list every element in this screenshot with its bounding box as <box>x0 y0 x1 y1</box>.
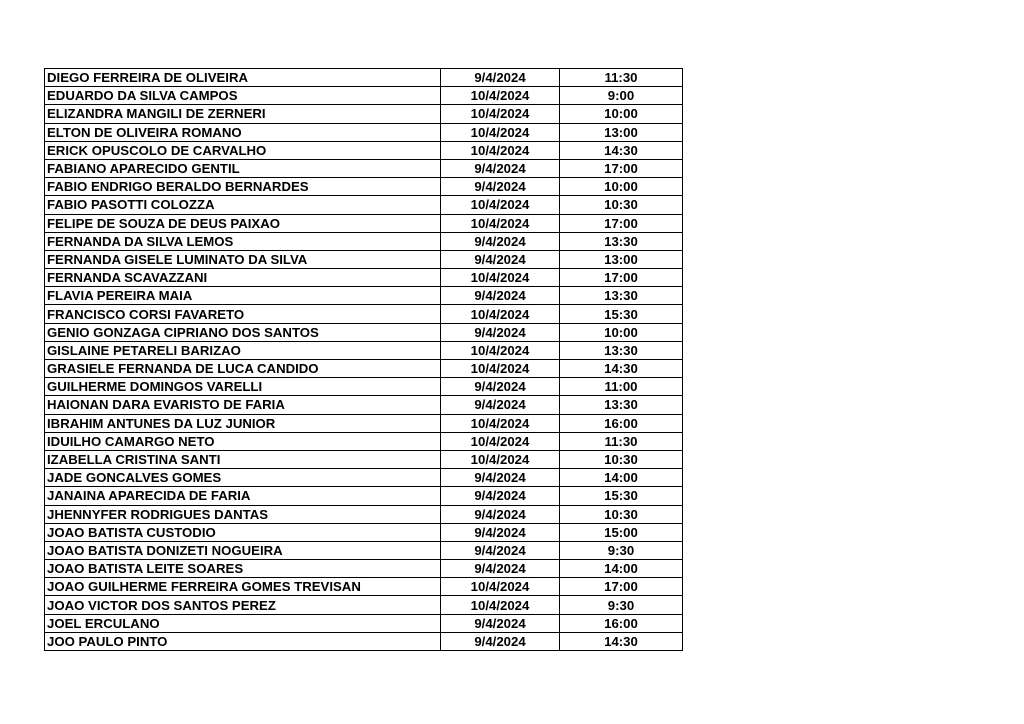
name-cell: DIEGO FERREIRA DE OLIVEIRA <box>45 69 441 87</box>
time-cell: 11:30 <box>560 69 683 87</box>
name-cell: HAIONAN DARA EVARISTO DE FARIA <box>45 396 441 414</box>
name-cell: JOAO BATISTA DONIZETI NOGUEIRA <box>45 541 441 559</box>
table-row <box>45 69 683 87</box>
time-cell: 13:30 <box>560 396 683 414</box>
date-cell: 9/4/2024 <box>441 69 560 87</box>
name-cell: FELIPE DE SOUZA DE DEUS PAIXAO <box>45 214 441 232</box>
date-cell: 9/4/2024 <box>441 178 560 196</box>
name-cell: IDUILHO CAMARGO NETO <box>45 432 441 450</box>
time-cell: 14:30 <box>560 360 683 378</box>
name-cell: JOAO BATISTA LEITE SOARES <box>45 560 441 578</box>
time-cell: 13:30 <box>560 232 683 250</box>
date-cell: 10/4/2024 <box>441 196 560 214</box>
time-cell: 15:00 <box>560 523 683 541</box>
name-cell: FABIO ENDRIGO BERALDO BERNARDES <box>45 178 441 196</box>
date-cell: 9/4/2024 <box>441 614 560 632</box>
time-cell: 17:00 <box>560 578 683 596</box>
name-cell: GENIO GONZAGA CIPRIANO DOS SANTOS <box>45 323 441 341</box>
time-cell: 16:00 <box>560 414 683 432</box>
date-cell: 9/4/2024 <box>441 523 560 541</box>
time-cell: 17:00 <box>560 159 683 177</box>
table-row <box>45 632 683 650</box>
table-row <box>45 196 683 214</box>
name-cell: EDUARDO DA SILVA CAMPOS <box>45 87 441 105</box>
table-row <box>45 214 683 232</box>
time-cell: 17:00 <box>560 214 683 232</box>
time-cell: 14:30 <box>560 141 683 159</box>
name-cell: JOAO BATISTA CUSTODIO <box>45 523 441 541</box>
date-cell: 10/4/2024 <box>441 305 560 323</box>
date-cell: 9/4/2024 <box>441 541 560 559</box>
date-cell: 10/4/2024 <box>441 105 560 123</box>
name-cell: FLAVIA PEREIRA MAIA <box>45 287 441 305</box>
name-cell: IBRAHIM ANTUNES DA LUZ JUNIOR <box>45 414 441 432</box>
table-row <box>45 523 683 541</box>
date-cell: 10/4/2024 <box>441 578 560 596</box>
table-row <box>45 123 683 141</box>
time-cell: 17:00 <box>560 269 683 287</box>
table-row <box>45 450 683 468</box>
time-cell: 11:30 <box>560 432 683 450</box>
name-cell: FRANCISCO CORSI FAVARETO <box>45 305 441 323</box>
time-cell: 15:30 <box>560 487 683 505</box>
time-cell: 10:00 <box>560 323 683 341</box>
schedule-table-body <box>45 69 683 651</box>
date-cell: 10/4/2024 <box>441 269 560 287</box>
name-cell: FERNANDA DA SILVA LEMOS <box>45 232 441 250</box>
time-cell: 9:30 <box>560 541 683 559</box>
time-cell: 10:30 <box>560 450 683 468</box>
table-row <box>45 505 683 523</box>
table-row <box>45 105 683 123</box>
name-cell: JADE GONCALVES GOMES <box>45 469 441 487</box>
table-row <box>45 614 683 632</box>
table-row <box>45 360 683 378</box>
name-cell: JOO PAULO PINTO <box>45 632 441 650</box>
date-cell: 9/4/2024 <box>441 487 560 505</box>
date-cell: 10/4/2024 <box>441 432 560 450</box>
name-cell: IZABELLA CRISTINA SANTI <box>45 450 441 468</box>
name-cell: GUILHERME DOMINGOS VARELLI <box>45 378 441 396</box>
table-row <box>45 560 683 578</box>
date-cell: 9/4/2024 <box>441 469 560 487</box>
date-cell: 10/4/2024 <box>441 596 560 614</box>
date-cell: 10/4/2024 <box>441 87 560 105</box>
date-cell: 9/4/2024 <box>441 378 560 396</box>
date-cell: 9/4/2024 <box>441 232 560 250</box>
name-cell: ERICK OPUSCOLO DE CARVALHO <box>45 141 441 159</box>
name-cell: JANAINA APARECIDA DE FARIA <box>45 487 441 505</box>
table-row <box>45 323 683 341</box>
date-cell: 10/4/2024 <box>441 141 560 159</box>
date-cell: 10/4/2024 <box>441 450 560 468</box>
name-cell: JHENNYFER RODRIGUES DANTAS <box>45 505 441 523</box>
table-row <box>45 287 683 305</box>
date-cell: 10/4/2024 <box>441 341 560 359</box>
date-cell: 9/4/2024 <box>441 560 560 578</box>
name-cell: FERNANDA GISELE LUMINATO DA SILVA <box>45 250 441 268</box>
table-row <box>45 487 683 505</box>
table-row <box>45 269 683 287</box>
schedule-table <box>44 68 683 651</box>
date-cell: 9/4/2024 <box>441 250 560 268</box>
date-cell: 10/4/2024 <box>441 360 560 378</box>
time-cell: 9:00 <box>560 87 683 105</box>
date-cell: 9/4/2024 <box>441 505 560 523</box>
time-cell: 9:30 <box>560 596 683 614</box>
name-cell: GRASIELE FERNANDA DE LUCA CANDIDO <box>45 360 441 378</box>
table-row <box>45 250 683 268</box>
time-cell: 13:30 <box>560 341 683 359</box>
table-row <box>45 396 683 414</box>
table-row <box>45 232 683 250</box>
date-cell: 9/4/2024 <box>441 287 560 305</box>
table-row <box>45 432 683 450</box>
time-cell: 13:30 <box>560 287 683 305</box>
schedule-sheet <box>44 68 683 651</box>
table-row <box>45 178 683 196</box>
name-cell: JOAO VICTOR DOS SANTOS PEREZ <box>45 596 441 614</box>
date-cell: 9/4/2024 <box>441 159 560 177</box>
time-cell: 16:00 <box>560 614 683 632</box>
name-cell: FERNANDA SCAVAZZANI <box>45 269 441 287</box>
table-row <box>45 159 683 177</box>
time-cell: 14:00 <box>560 560 683 578</box>
name-cell: JOEL ERCULANO <box>45 614 441 632</box>
name-cell: GISLAINE PETARELI BARIZAO <box>45 341 441 359</box>
time-cell: 10:00 <box>560 105 683 123</box>
name-cell: ELTON DE OLIVEIRA ROMANO <box>45 123 441 141</box>
time-cell: 14:30 <box>560 632 683 650</box>
table-row <box>45 541 683 559</box>
table-row <box>45 341 683 359</box>
date-cell: 10/4/2024 <box>441 123 560 141</box>
table-row <box>45 469 683 487</box>
table-row <box>45 305 683 323</box>
date-cell: 10/4/2024 <box>441 214 560 232</box>
date-cell: 9/4/2024 <box>441 396 560 414</box>
table-row <box>45 596 683 614</box>
table-row <box>45 141 683 159</box>
table-row <box>45 87 683 105</box>
date-cell: 9/4/2024 <box>441 323 560 341</box>
name-cell: FABIO PASOTTI COLOZZA <box>45 196 441 214</box>
time-cell: 11:00 <box>560 378 683 396</box>
time-cell: 13:00 <box>560 123 683 141</box>
time-cell: 10:30 <box>560 196 683 214</box>
date-cell: 9/4/2024 <box>441 632 560 650</box>
name-cell: JOAO GUILHERME FERREIRA GOMES TREVISAN <box>45 578 441 596</box>
time-cell: 13:00 <box>560 250 683 268</box>
date-cell: 10/4/2024 <box>441 414 560 432</box>
time-cell: 10:00 <box>560 178 683 196</box>
table-row <box>45 578 683 596</box>
name-cell: FABIANO APARECIDO GENTIL <box>45 159 441 177</box>
name-cell: ELIZANDRA MANGILI DE ZERNERI <box>45 105 441 123</box>
table-row <box>45 378 683 396</box>
table-row <box>45 414 683 432</box>
time-cell: 15:30 <box>560 305 683 323</box>
time-cell: 14:00 <box>560 469 683 487</box>
time-cell: 10:30 <box>560 505 683 523</box>
